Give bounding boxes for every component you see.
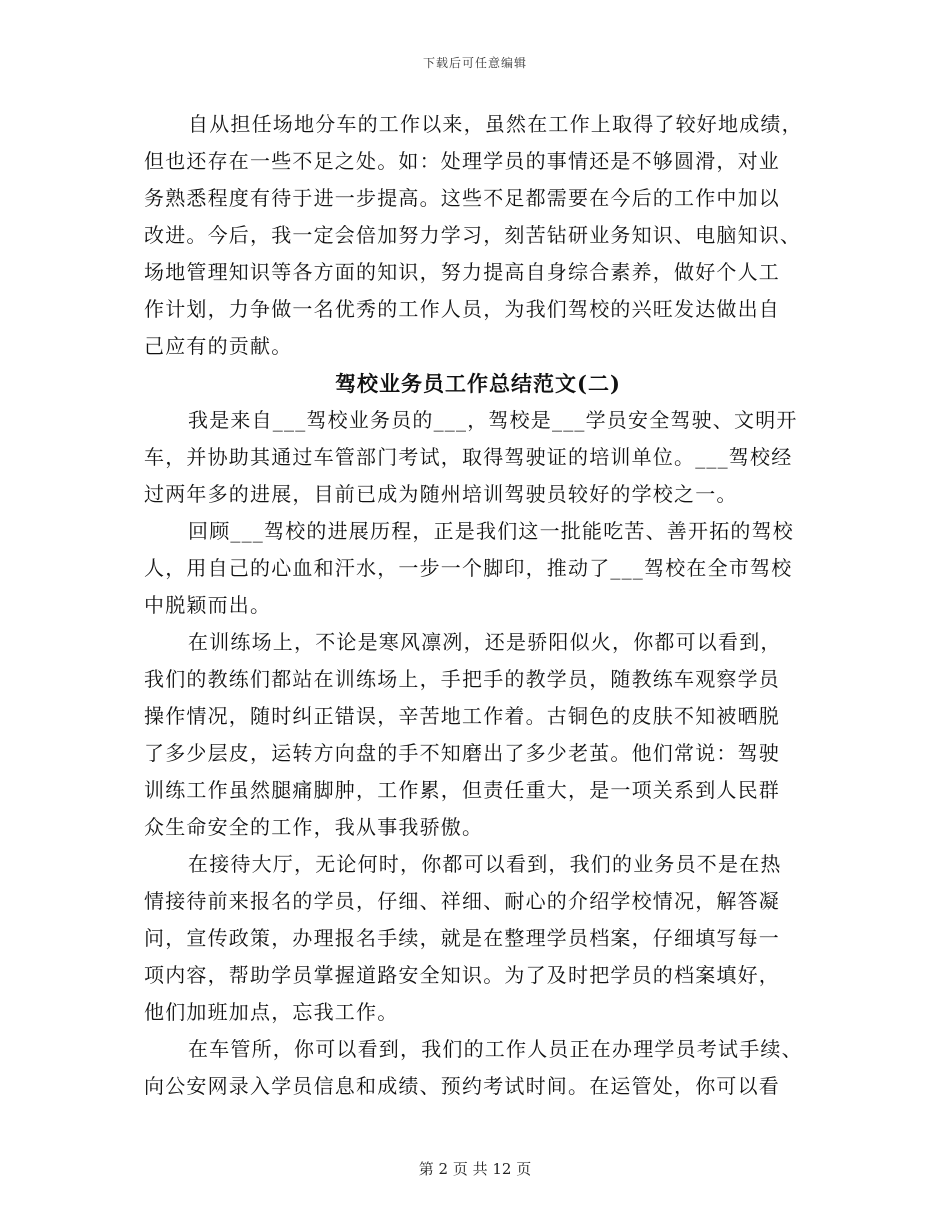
text-line: 他们加班加点，忘我工作。 xyxy=(144,1000,399,1024)
text-line: 众生命安全的工作，我从事我骄傲。 xyxy=(144,815,484,839)
document-body xyxy=(144,106,812,1105)
text-line: 训练工作虽然腿痛脚肿，工作累，但责任重大，是一项关系到人民群 xyxy=(144,778,780,802)
page-footer: 第 2 页 共 12 页 xyxy=(418,1160,532,1178)
text-line: 我是来自___驾校业务员的___，驾校是___学员安全驾驶、文明开 xyxy=(188,408,798,432)
text-line: 车，并协助其通过车管部门考试，取得驾驶证的培训单位。___驾校经 xyxy=(144,445,793,469)
text-line: 但也还存在一些不足之处。如：处理学员的事情还是不够圆滑，对业 xyxy=(144,149,780,173)
text-line: 作计划，力争做一名优秀的工作人员，为我们驾校的兴旺发达做出自 xyxy=(144,297,780,321)
text-line: 回顾___驾校的进展历程，正是我们这一批能吃苦、善开拓的驾校 xyxy=(188,519,794,543)
text-line: 务熟悉程度有待于进一步提高。这些不足都需要在今后的工作中加以 xyxy=(144,186,780,210)
text-line: 情接待前来报名的学员，仔细、祥细、耐心的介绍学校情况，解答凝 xyxy=(144,889,780,913)
section-title: 驾校业务员工作总结范文(二) xyxy=(335,371,621,396)
text-line: 改进。今后，我一定会倍加努力学习，刻苦钻研业务知识、电脑知识、 xyxy=(144,223,802,247)
text-line: 项内容，帮助学员掌握道路安全知识。为了及时把学员的档案填好， xyxy=(144,963,780,987)
text-line: 了多少层皮，运转方向盘的手不知磨出了多少老茧。他们常说：驾驶 xyxy=(144,741,780,765)
text-line: 在接待大厅，无论何时，你都可以看到，我们的业务员不是在热 xyxy=(188,852,782,876)
text-line: 过两年多的进展，目前已成为随州培训驾驶员较好的学校之一。 xyxy=(144,482,738,506)
text-line: 向公安网录入学员信息和成绩、预约考试时间。在运管处，你可以看 xyxy=(144,1074,780,1098)
text-line: 中脱颖而出。 xyxy=(144,593,272,617)
text-line: 在车管所，你可以看到，我们的工作人员正在办理学员考试手续、 xyxy=(188,1037,803,1061)
text-line: 场地管理知识等各方面的知识，努力提高自身综合素养，做好个人工 xyxy=(144,260,780,284)
page-header: 下载后可任意编辑 xyxy=(422,56,527,70)
text-line: 自从担任场地分车的工作以来，虽然在工作上取得了较好地成绩， xyxy=(188,112,803,136)
text-line: 问，宣传政策，办理报名手续，就是在整理学员档案，仔细填写每一 xyxy=(144,926,780,950)
text-line: 人，用自己的心血和汗水，一步一个脚印，推动了___驾校在全市驾校 xyxy=(144,556,793,580)
text-line: 己应有的贡献。 xyxy=(144,334,293,358)
text-line: 我们的教练们都站在训练场上，手把手的教学员，随教练车观察学员 xyxy=(144,667,780,691)
text-line: 在训练场上，不论是寒风凛冽，还是骄阳似火，你都可以看到， xyxy=(188,630,782,654)
text-line: 操作情况，随时纠正错误，辛苦地工作着。古铜色的皮肤不知被晒脱 xyxy=(144,704,780,728)
